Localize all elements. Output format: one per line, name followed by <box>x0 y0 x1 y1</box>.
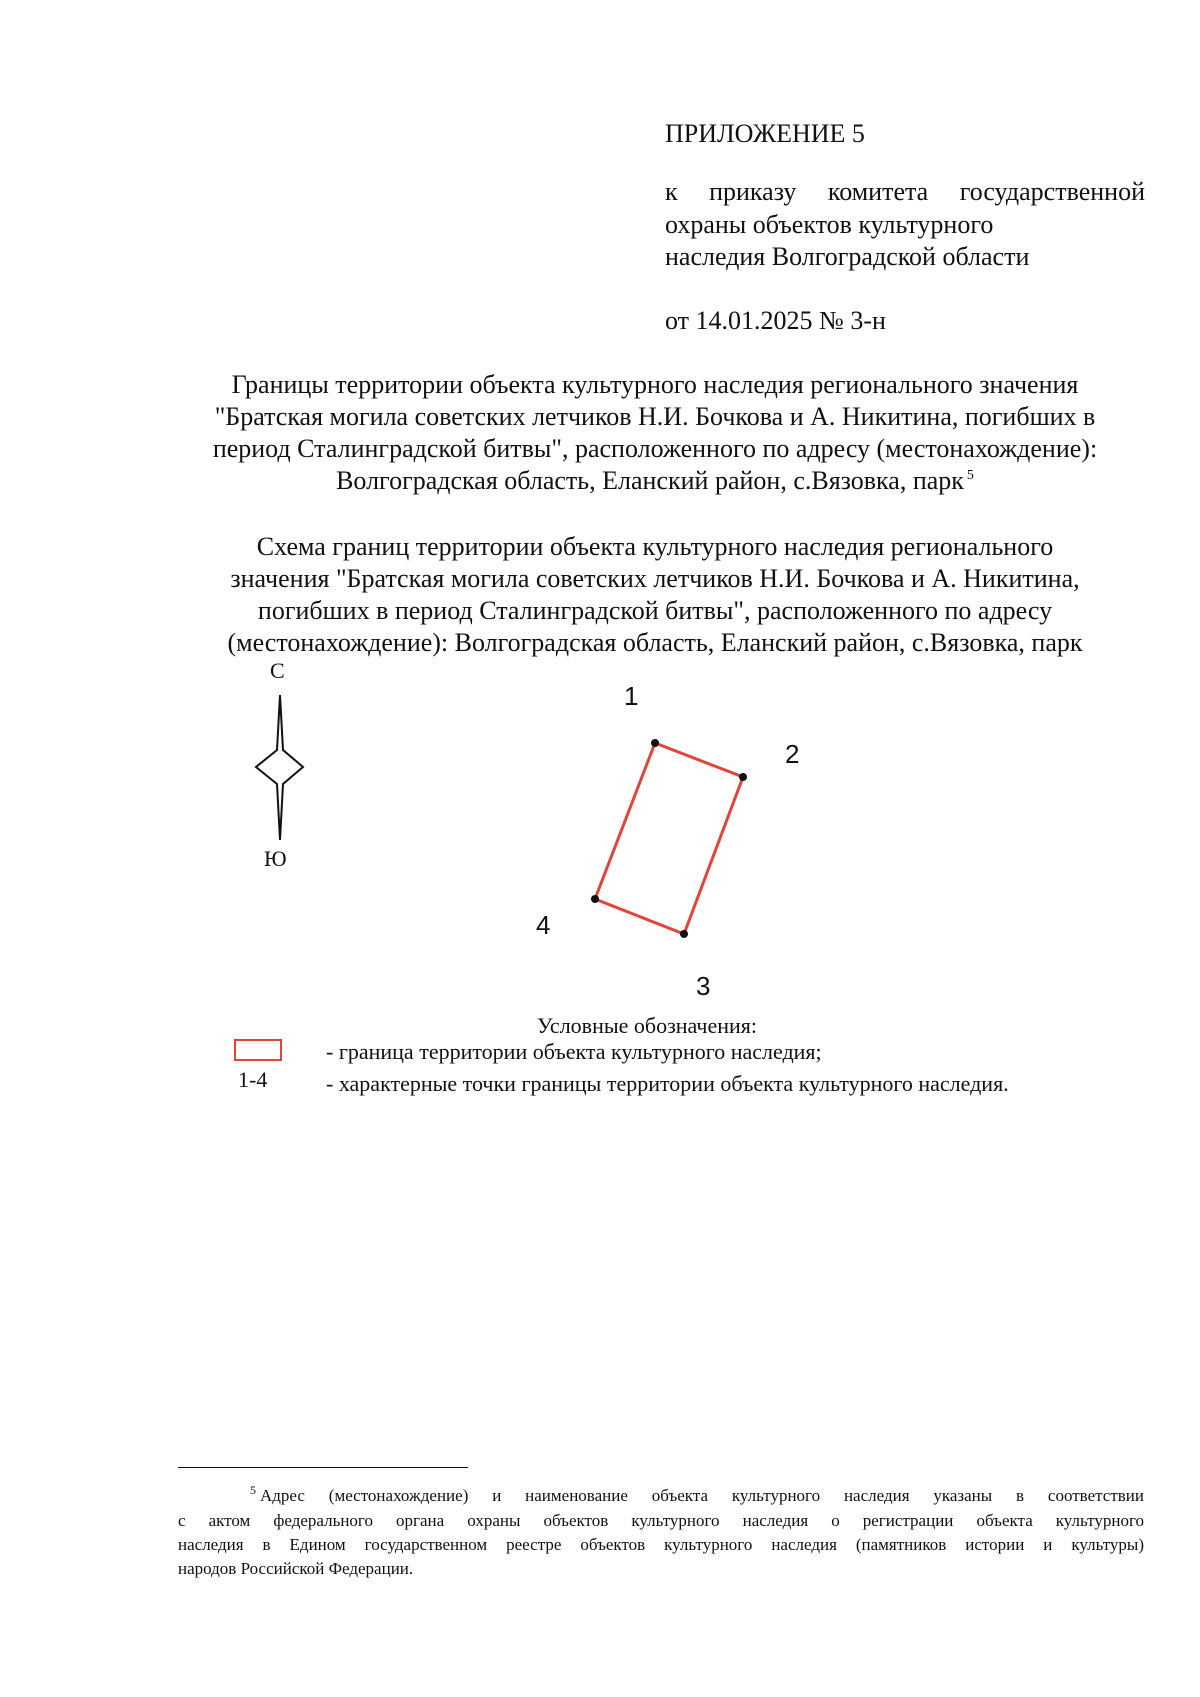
legend-points-symbol: 1-4 <box>238 1067 268 1092</box>
legend-boundary-swatch <box>234 1039 282 1061</box>
footnote <box>178 1484 1144 1581</box>
title-line: Границы территории объекта культурного наследия регионального значения <box>231 370 1079 399</box>
compass-south-label: Ю <box>264 846 287 871</box>
boundary-point-1 <box>651 739 659 747</box>
boundary-point-4 <box>591 895 599 903</box>
footnote-line: наследия в Едином государственном реестре объектов культурного наследия (памятников истории и культуры) <box>178 1535 1144 1554</box>
title-line: период Сталинградской битвы", расположенного по адресу (местонахождение): <box>212 434 1098 463</box>
point-label-2: 2 <box>785 739 800 769</box>
boundaries-title <box>160 369 1150 502</box>
compass-star-icon <box>256 695 303 840</box>
order-reference <box>665 176 1145 274</box>
boundary-diagram <box>0 660 1200 1000</box>
legend-item-boundary: - граница территории объекта культурного наследия; <box>326 1039 822 1064</box>
order-line: наследия Волгоградской области <box>665 242 1030 271</box>
territory-boundary <box>595 743 743 934</box>
point-label-1: 1 <box>624 681 639 711</box>
boundary-point-2 <box>739 773 747 781</box>
title-line: значения "Братская могила советских летчиков Н.И. Бочкова и А. Никитина, <box>230 564 1080 593</box>
appendix-title: ПРИЛОЖЕНИЕ 5 <box>665 119 865 148</box>
point-label-3: 3 <box>696 971 711 1000</box>
title-line <box>160 465 1150 502</box>
title-line: погибших в период Сталинградской битвы", расположенного по адресу <box>257 596 1053 625</box>
legend-item-points: - характерные точки границы территории объекта культурного наследия. <box>326 1071 1009 1096</box>
compass-icon <box>256 660 303 871</box>
footnote-line-text: Адрес (местонахождение) и наименование объекта культурного наследия указаны в соответствии <box>260 1486 1144 1505</box>
boundary-point-3 <box>680 930 688 938</box>
legend-caption: Условные обозначения: <box>537 1013 758 1038</box>
order-line: охраны объектов культурного <box>665 209 994 239</box>
footnote-line <box>178 1484 1144 1509</box>
order-date: от 14.01.2025 № 3-н <box>665 306 886 335</box>
compass-north-label: С <box>270 660 285 683</box>
title-line: (местонахождение): Волгоградская область, Еланский район, с.Вязовка, парк <box>227 628 1083 657</box>
scheme-title <box>160 531 1150 659</box>
point-label-4: 4 <box>536 910 551 940</box>
title-line: "Братская могила советских летчиков Н.И. Бочкова и А. Никитина, погибших в <box>214 402 1096 431</box>
title-line-text: Волгоградская область, Еланский район, с.Вязовка, парк <box>336 466 964 495</box>
footnote-line: с актом федерального органа охраны объектов культурного наследия о регистрации объекта культурного <box>178 1511 1144 1530</box>
footnote-divider <box>178 1467 468 1468</box>
title-line: Схема границ территории объекта культурного наследия регионального <box>256 532 1054 561</box>
order-line: к приказу комитета государственной <box>665 177 1145 206</box>
footnote-marker: 5 <box>250 1483 256 1497</box>
footnote-line: народов Российской Федерации. <box>178 1559 414 1578</box>
footnote-reference: 5 <box>966 468 974 483</box>
